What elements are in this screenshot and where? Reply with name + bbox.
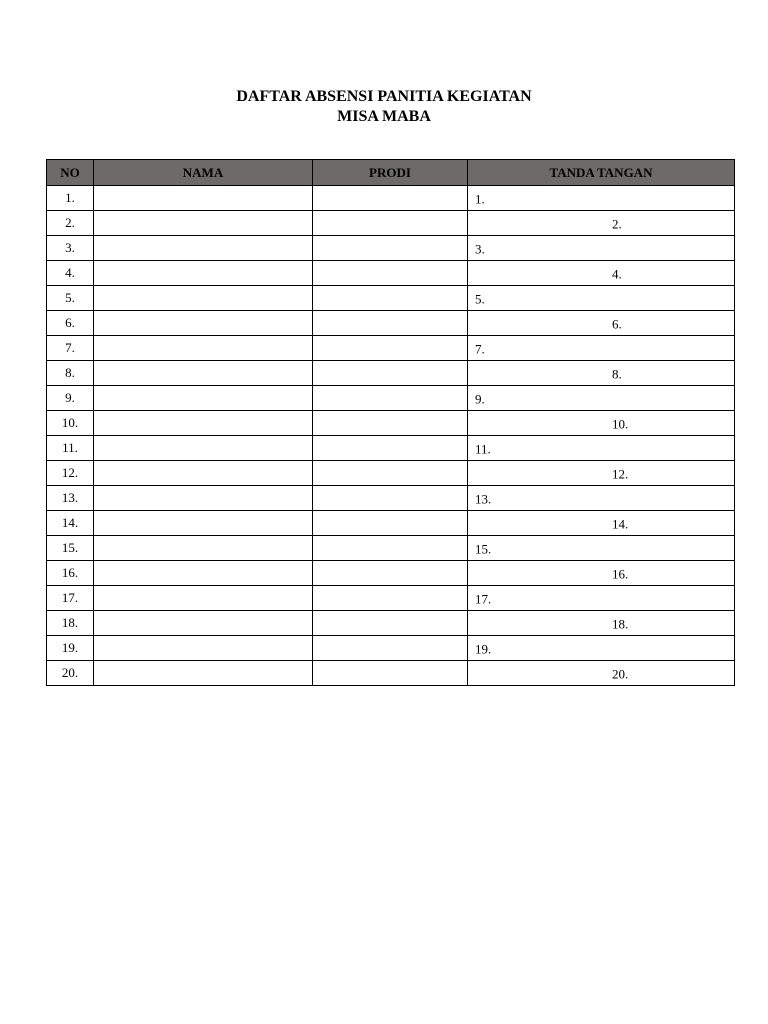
table-row	[47, 186, 735, 211]
signature-cell[interactable]	[468, 436, 735, 461]
nama-cell[interactable]	[94, 461, 313, 486]
prodi-cell[interactable]	[313, 361, 468, 386]
signature-number: 10.	[612, 416, 629, 432]
signature-number: 15.	[475, 541, 492, 557]
table-row	[47, 386, 735, 411]
nama-cell[interactable]	[94, 386, 313, 411]
signature-number: 6.	[612, 316, 622, 332]
row-number-cell: 7.	[47, 336, 94, 361]
prodi-cell[interactable]	[313, 511, 468, 536]
nama-cell[interactable]	[94, 636, 313, 661]
prodi-cell[interactable]	[313, 486, 468, 511]
table-header-row	[47, 160, 735, 186]
nama-cell[interactable]	[94, 436, 313, 461]
prodi-cell[interactable]	[313, 236, 468, 261]
row-number-cell: 16.	[47, 561, 94, 586]
prodi-cell[interactable]	[313, 611, 468, 636]
row-number-cell: 10.	[47, 411, 94, 436]
row-number-cell: 12.	[47, 461, 94, 486]
prodi-cell[interactable]	[313, 186, 468, 211]
row-number-cell: 15.	[47, 536, 94, 561]
header-prodi: PRODI	[313, 160, 468, 186]
signature-cell[interactable]	[468, 636, 735, 661]
signature-cell[interactable]	[468, 511, 735, 536]
nama-cell[interactable]	[94, 361, 313, 386]
signature-number: 13.	[475, 491, 492, 507]
prodi-cell[interactable]	[313, 561, 468, 586]
table-row	[47, 486, 735, 511]
row-number-cell: 8.	[47, 361, 94, 386]
signature-cell[interactable]	[468, 661, 735, 686]
signature-number: 4.	[612, 266, 622, 282]
table-row	[47, 611, 735, 636]
prodi-cell[interactable]	[313, 336, 468, 361]
row-number-cell: 17.	[47, 586, 94, 611]
prodi-cell[interactable]	[313, 461, 468, 486]
row-number-cell: 6.	[47, 311, 94, 336]
row-number-cell: 9.	[47, 386, 94, 411]
header-tanda-tangan: TANDA TANGAN	[468, 160, 735, 186]
prodi-cell[interactable]	[313, 536, 468, 561]
signature-cell[interactable]	[468, 561, 735, 586]
nama-cell[interactable]	[94, 236, 313, 261]
signature-cell[interactable]	[468, 411, 735, 436]
table-row	[47, 661, 735, 686]
row-number-cell: 4.	[47, 261, 94, 286]
signature-number: 12.	[612, 466, 629, 482]
signature-cell[interactable]	[468, 386, 735, 411]
signature-number: 11.	[475, 441, 491, 457]
signature-number: 9.	[475, 391, 485, 407]
nama-cell[interactable]	[94, 586, 313, 611]
prodi-cell[interactable]	[313, 411, 468, 436]
header-no: NO	[47, 160, 94, 186]
prodi-cell[interactable]	[313, 311, 468, 336]
signature-cell[interactable]	[468, 261, 735, 286]
signature-number: 16.	[612, 566, 629, 582]
row-number-cell: 11.	[47, 436, 94, 461]
table-row	[47, 461, 735, 486]
signature-cell[interactable]	[468, 211, 735, 236]
signature-cell[interactable]	[468, 336, 735, 361]
row-number-cell: 1.	[47, 186, 94, 211]
table-row	[47, 286, 735, 311]
nama-cell[interactable]	[94, 411, 313, 436]
signature-number: 7.	[475, 341, 485, 357]
nama-cell[interactable]	[94, 336, 313, 361]
nama-cell[interactable]	[94, 261, 313, 286]
prodi-cell[interactable]	[313, 636, 468, 661]
table-row	[47, 361, 735, 386]
table-row	[47, 261, 735, 286]
attendance-table	[46, 159, 735, 686]
nama-cell[interactable]	[94, 661, 313, 686]
nama-cell[interactable]	[94, 561, 313, 586]
signature-cell[interactable]	[468, 286, 735, 311]
row-number-cell: 3.	[47, 236, 94, 261]
nama-cell[interactable]	[94, 611, 313, 636]
table-row	[47, 236, 735, 261]
signature-cell[interactable]	[468, 536, 735, 561]
table-body	[47, 186, 735, 686]
table-row	[47, 511, 735, 536]
signature-number: 20.	[612, 666, 629, 682]
document-title: DAFTAR ABSENSI PANITIA KEGIATAN	[236, 88, 532, 105]
signature-cell[interactable]	[468, 361, 735, 386]
signature-cell[interactable]	[468, 486, 735, 511]
signature-cell[interactable]	[468, 311, 735, 336]
row-number-cell: 18.	[47, 611, 94, 636]
prodi-cell[interactable]	[313, 386, 468, 411]
nama-cell[interactable]	[94, 286, 313, 311]
signature-number: 3.	[475, 241, 485, 257]
signature-number: 19.	[475, 641, 492, 657]
row-number-cell: 13.	[47, 486, 94, 511]
prodi-cell[interactable]	[313, 211, 468, 236]
document-subtitle: MISA MABA	[337, 108, 431, 125]
table-row	[47, 311, 735, 336]
table-row	[47, 211, 735, 236]
header-nama: NAMA	[94, 160, 313, 186]
table-row	[47, 536, 735, 561]
signature-cell[interactable]	[468, 461, 735, 486]
row-number-cell: 20.	[47, 661, 94, 686]
table-row	[47, 411, 735, 436]
nama-cell[interactable]	[94, 186, 313, 211]
nama-cell[interactable]	[94, 536, 313, 561]
row-number-cell: 5.	[47, 286, 94, 311]
signature-number: 5.	[475, 291, 485, 307]
signature-cell[interactable]	[468, 611, 735, 636]
nama-cell[interactable]	[94, 311, 313, 336]
table-row	[47, 436, 735, 461]
table-row	[47, 336, 735, 361]
prodi-cell[interactable]	[313, 661, 468, 686]
signature-number: 8.	[612, 366, 622, 382]
signature-number: 14.	[612, 516, 629, 532]
row-number-cell: 14.	[47, 511, 94, 536]
nama-cell[interactable]	[94, 211, 313, 236]
table-row	[47, 561, 735, 586]
signature-number: 18.	[612, 616, 629, 632]
prodi-cell[interactable]	[313, 261, 468, 286]
prodi-cell[interactable]	[313, 286, 468, 311]
signature-cell[interactable]	[468, 186, 735, 211]
signature-cell[interactable]	[468, 236, 735, 261]
signature-cell[interactable]	[468, 586, 735, 611]
signature-number: 2.	[612, 216, 622, 232]
signature-number: 1.	[475, 191, 485, 207]
row-number-cell: 19.	[47, 636, 94, 661]
table-row	[47, 636, 735, 661]
signature-number: 17.	[475, 591, 492, 607]
prodi-cell[interactable]	[313, 586, 468, 611]
nama-cell[interactable]	[94, 486, 313, 511]
table-row	[47, 586, 735, 611]
prodi-cell[interactable]	[313, 436, 468, 461]
nama-cell[interactable]	[94, 511, 313, 536]
row-number-cell: 2.	[47, 211, 94, 236]
